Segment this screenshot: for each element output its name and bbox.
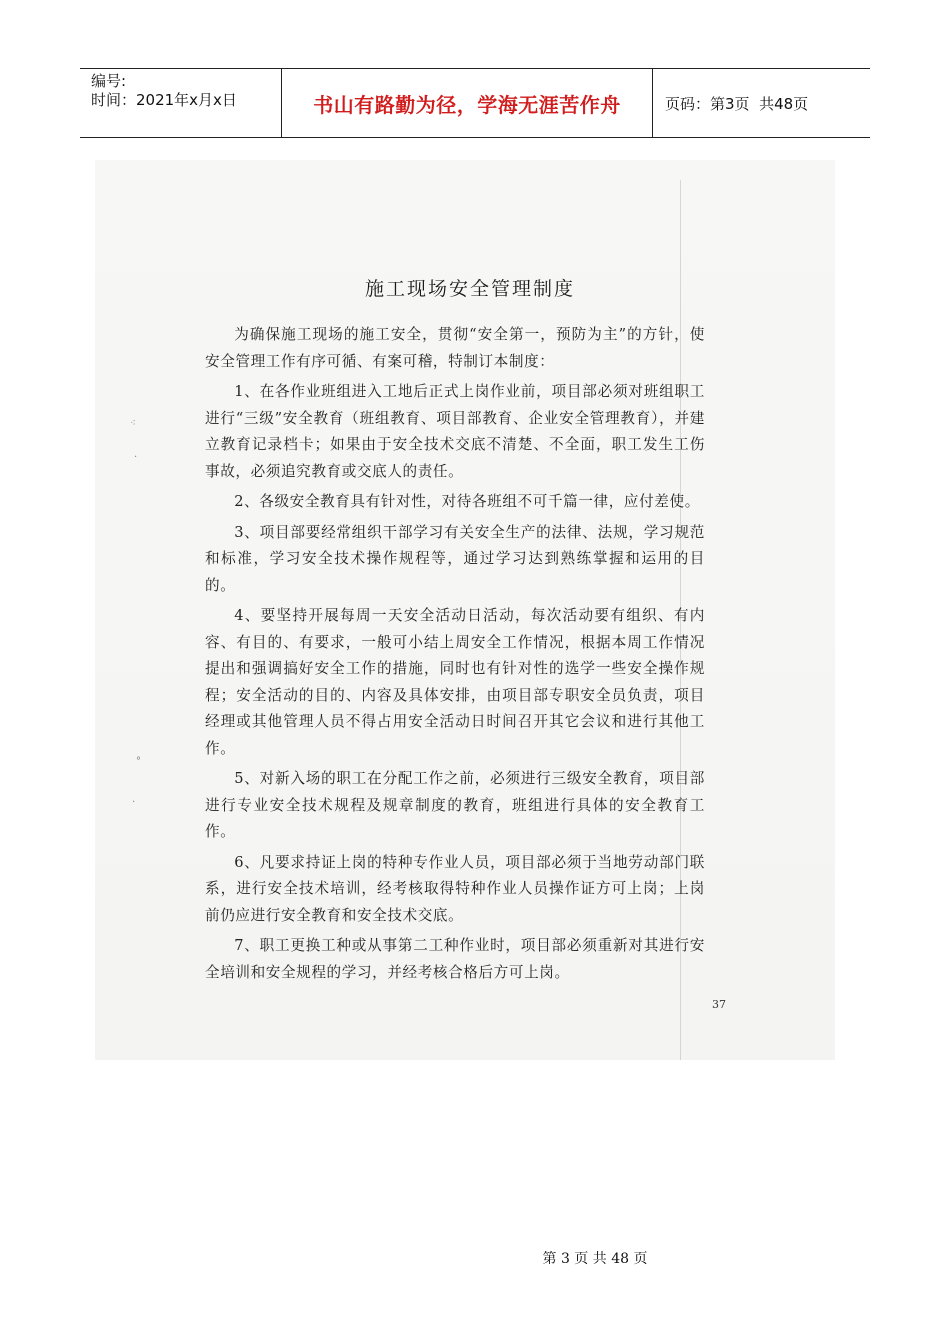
header-page-info (653, 69, 870, 137)
footer-page-text: 第 3 页 共 48 页 (542, 1251, 648, 1267)
paragraph-item-4: 4、要坚持开展每周一天安全活动日活动，每次活动要有组织、有内容、有目的、有要求，一般可小结上周安全工作情况，根据本周工作情况提出和强调搞好安全工作的措施，同时也有针对性的选学一些安全操作规程；安全活动的目的、内容及具体安排，由项目部专职安全员负责，项目经理或其他管理人员不得占用安全活动日时间召开其它会议和进行其他工作。 (205, 607, 705, 757)
document-title: 施工现场安全管理制度 (364, 278, 575, 300)
number-label: 编号: (91, 72, 127, 90)
scan-speck: · (134, 452, 138, 463)
page-header (80, 68, 870, 138)
paragraph-item-1: 1、在各作业班组进入工地后正式上岗作业前，项目部必须对班组职工进行“三级”安全教育（班组教育、项目部教育、企业安全管理教育），并建立教育记录档卡；如果由于安全技术交底不清楚、不全面，职工发生工伤事故，必须追究教育或交底人的责任。 (205, 383, 705, 480)
paragraph-item-7: 7、职工更换工种或从事第二工种作业时，项目部必须重新对其进行安全培训和安全规程的学习，并经考核合格后方可上岗。 (205, 937, 705, 981)
header-motto: 书山有路勤为径，学海无涯苦作舟 (282, 69, 653, 137)
page-footer (0, 1248, 950, 1268)
paragraph-item-6: 6、凡要求持证上岗的特种专作业人员，项目部必须于当地劳动部门联系，进行安全技术培训，经考核取得特种作业人员操作证方可上岗；上岗前仍应进行安全教育和安全技术交底。 (205, 853, 705, 924)
scan-speck: · (132, 797, 136, 808)
paragraph-item-5: 5、对新入场的职工在分配工作之前，必须进行三级安全教育，项目部进行专业安全技术规程及规章制度的教育，班组进行具体的安全教育工作。 (205, 770, 705, 840)
page-info-text: 页码：第3页 共48页 (665, 94, 809, 113)
document-body (205, 322, 705, 990)
header-meta (80, 69, 282, 137)
scan-speck: ° (136, 756, 141, 767)
time-label: 时间：2021年x月x日 (91, 91, 237, 109)
paragraph-item-3: 3、项目部要经常组织干部学习有关安全生产的法律、法规，学习规范和标准，学习安全技术操作规程等，通过学习达到熟练掌握和运用的目的。 (205, 523, 705, 594)
paragraph-item-2: 2、各级安全教育具有针对性，对待各班组不可千篇一律，应付差使。 (234, 493, 700, 510)
paragraph-intro: 为确保施工现场的施工安全，贯彻“安全第一，预防为主”的方针，使安全管理工作有序可循、有案可稽，特制订本制度： (205, 326, 705, 370)
scan-speck: ⁖ (130, 418, 136, 429)
scan-page-number: 37 (712, 998, 726, 1011)
